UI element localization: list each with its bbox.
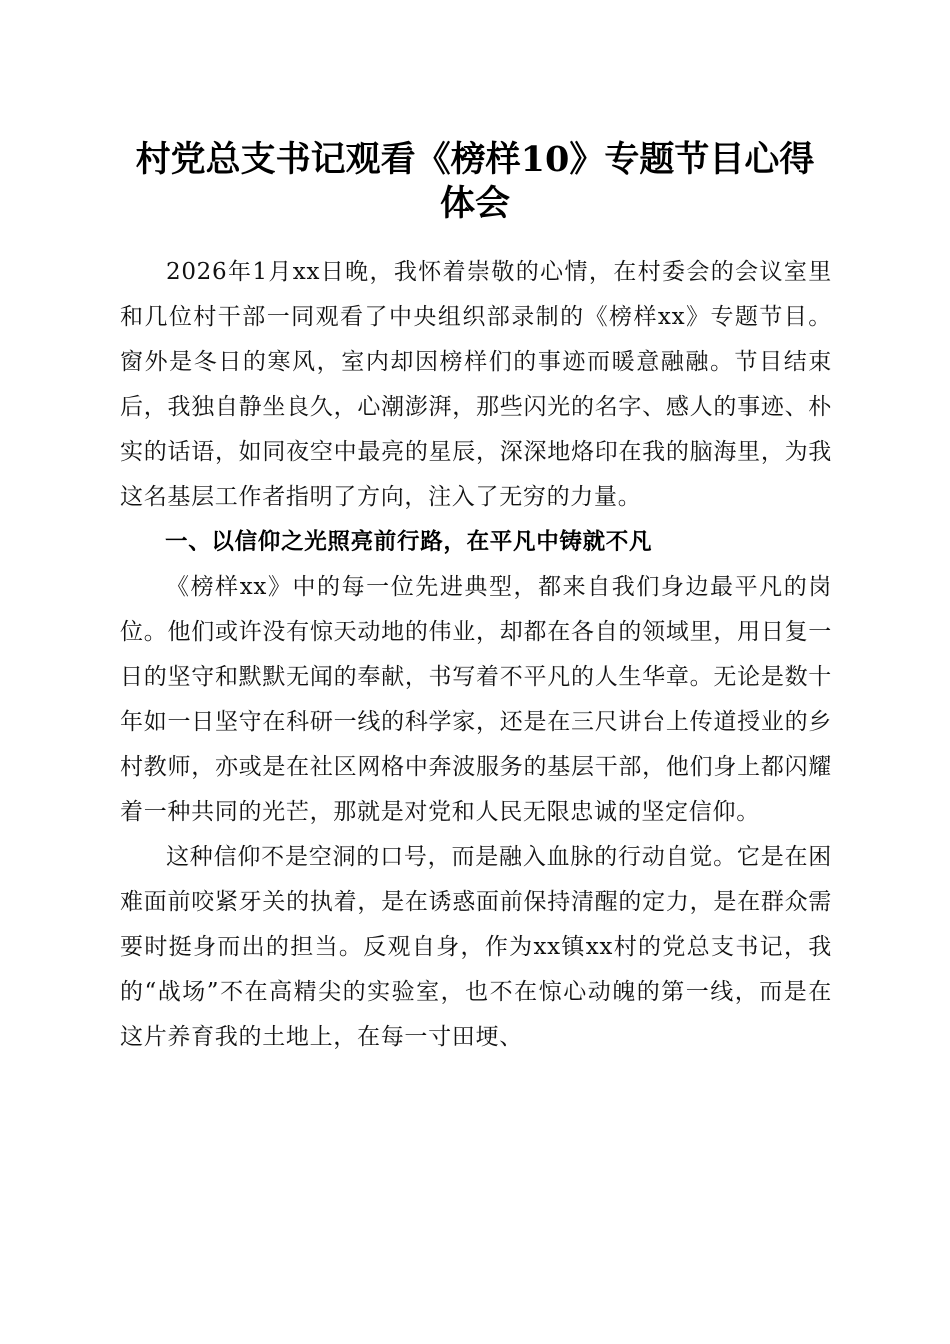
intro-paragraph: 2026年1月xx日晚，我怀着崇敬的心情，在村委会的会议室里和几位村干部一同观看了中央组织部录制的《榜样xx》专题节目。窗外是冬日的寒风，室内却因榜样们的事迹而暖意融融。节目结束后，我独自静坐良久，心潮澎湃，那些闪光的名字、感人的事迹、朴实的话语，如同夜空中最亮的星辰，深深地烙印在我的脑海里，为我这名基层工作者指明了方向，注入了无穷的力量。	[120, 259, 832, 510]
section-paragraph: 这种信仰不是空洞的口号，而是融入血脉的行动自觉。它是在困难面前咬紧牙关的执着，是在诱惑面前保持清醒的定力，是在群众需要时挺身而出的担当。反观自身，作为xx镇xx村的党总支书记，我的“战场”不在高精尖的实验室，也不在惊心动魄的第一线，而是在这片养育我的土地上，在每一寸田埂、	[120, 844, 832, 1050]
document-body	[120, 250, 832, 1060]
document-title: 村党总支书记观看《榜样10》专题节目心得体会	[135, 139, 815, 224]
section-heading: 一、以信仰之光照亮前行路，在平凡中铸就不凡	[165, 529, 653, 555]
section-paragraph: 《榜样xx》中的每一位先进典型，都来自我们身边最平凡的岗位。他们或许没有惊天动地的伟业，却都在各自的领域里，用日复一日的坚守和默默无闻的奉献，书写着不平凡的人生华章。无论是数十年如一日坚守在科研一线的科学家，还是在三尺讲台上传道授业的乡村教师，亦或是在社区网格中奔波服务的基层干部，他们身上都闪耀着一种共同的光芒，那就是对党和人民无限忠诚的坚定信仰。	[120, 574, 832, 825]
